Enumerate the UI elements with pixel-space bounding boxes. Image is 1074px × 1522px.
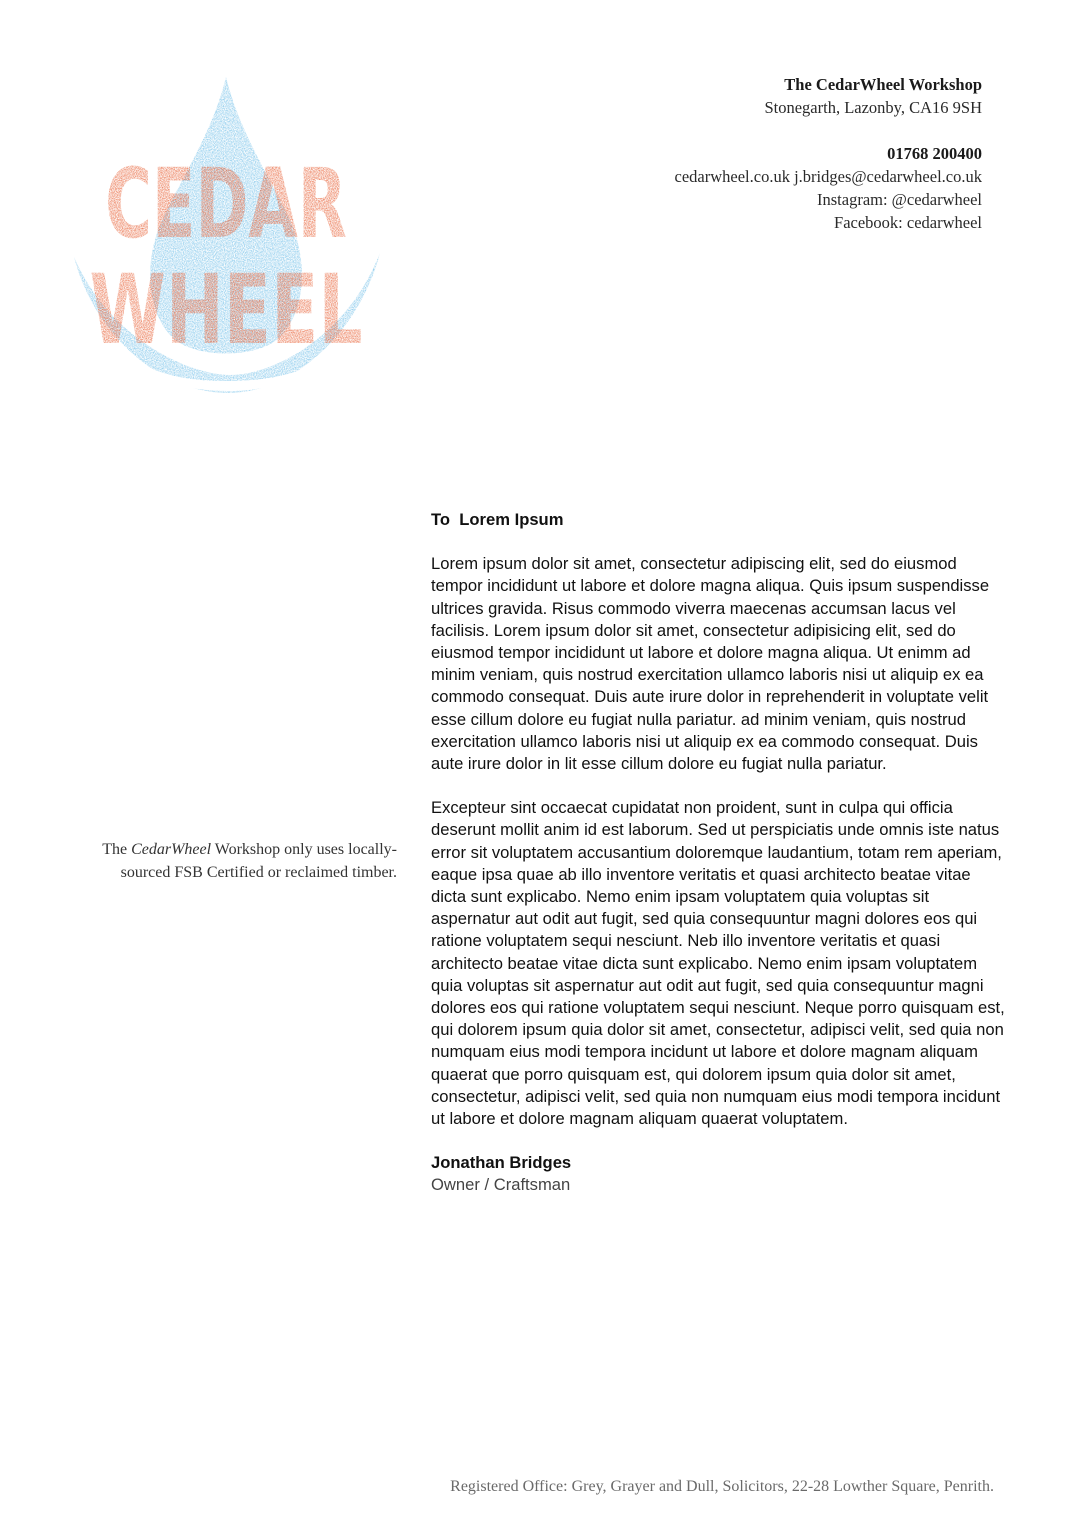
contact-block [562,73,982,234]
company-name: The CedarWheel Workshop [784,75,982,94]
sourcing-note-brand: CedarWheel [131,841,212,858]
sourcing-note-prefix: The [102,841,132,858]
letter-paragraph-2: Excepteur sint occaecat cupidatat non proident, sunt in culpa qui officia deserunt mollit anim id est laborum. Sed ut perspiciatis unde omnis iste natus error sit voluptatem accusantium doloremque laudantium, totam rem aperiam, eaque ipsa quae ab illo inventore veritatis et quasi architecto beatae vitae dicta sunt explicabo. Nemo enim ipsam voluptatem quia voluptas sit aspernatur aut odit aut fugit, sed quia consequuntur magni dolores eos qui ratione voluptatem sequi nesciunt. Neb illo inventore veritatis et quasi architecto beatae vitae dicta sunt explicabo. Nemo enim ipsam voluptatem quia voluptas sit aspernatur aut odit aut fugit, sed quia consequuntur magni dolores eos qui ratione voluptatem sequi nesciunt. Neque porro quisquam est, qui dolorem ipsum quia dolor sit amet, consectetur, adipisci velit, sed quia non numquam eius modi tempora incidunt ut labore et dolore magnam aliquam quaerat que porro quisquam est, qui dolorem ipsum quia dolor sit amet, consectetur, adipisci velit, sed quia non numquam eius modi tempora incidunt ut labore et dolore magnam aliquam quaerat voluptatem. [431,798,1005,1129]
letter-body [431,509,1006,1197]
logo-word-cedar: CEDAR [105,148,347,261]
company-address: Stonegarth, Lazonby, CA16 9SH [764,98,982,117]
letter-salutation: To Lorem Ipsum [431,510,564,529]
company-instagram: Instagram: @cedarwheel [817,190,982,209]
company-phone: 01768 200400 [887,144,982,163]
company-web-email: cedarwheel.co.uk j.bridges@cedarwheel.co.uk [674,167,982,186]
sourcing-note-suffix: Workshop only uses locally-sourced FSB Certified or reclaimed timber. [120,841,397,881]
signature-title: Owner / Craftsman [431,1175,571,1195]
logo-word-wheel: WHEEL [89,254,363,367]
company-facebook: Facebook: cedarwheel [834,213,982,232]
signature-name: Jonathan Bridges [431,1153,572,1173]
registered-office-footer: Registered Office: Grey, Grayer and Dull, Solicitors, 22-28 Lowther Square, Penrith. [450,1478,994,1495]
letter-paragraph-1: Lorem ipsum dolor sit amet, consectetur adipiscing elit, sed do eiusmod tempor incididunt ut labore et dolore magna aliqua. Quis ipsum suspendisse ultrices gravida. Risus commodo viverra maecenas accumsan lacus vel facilisis. Lorem ipsum dolor sit amet, consectetur adipisicing elit, sed do eiusmod tempor incididunt ut labore et dolore magna aliqua. Ut enimm ad minim veniam, quis nostrud exercitation ullamco laboris nisi ut aliquip ex ea commodo consequat. Duis aute irure dolor in reprehenderit in voluptate velit esse cillum dolore eu fugiat nulla pariatur. ad minim veniam, quis nostrud exercitation ullamco laboris nisi ut aliquip ex ea commodo consequat. Duis aute irure dolor in lit esse cillum dolore eu fugiat nulla pariatur. [431,554,990,774]
sourcing-note [100,838,397,884]
logo-graphic [70,75,382,395]
cedarwheel-logo [70,75,382,395]
